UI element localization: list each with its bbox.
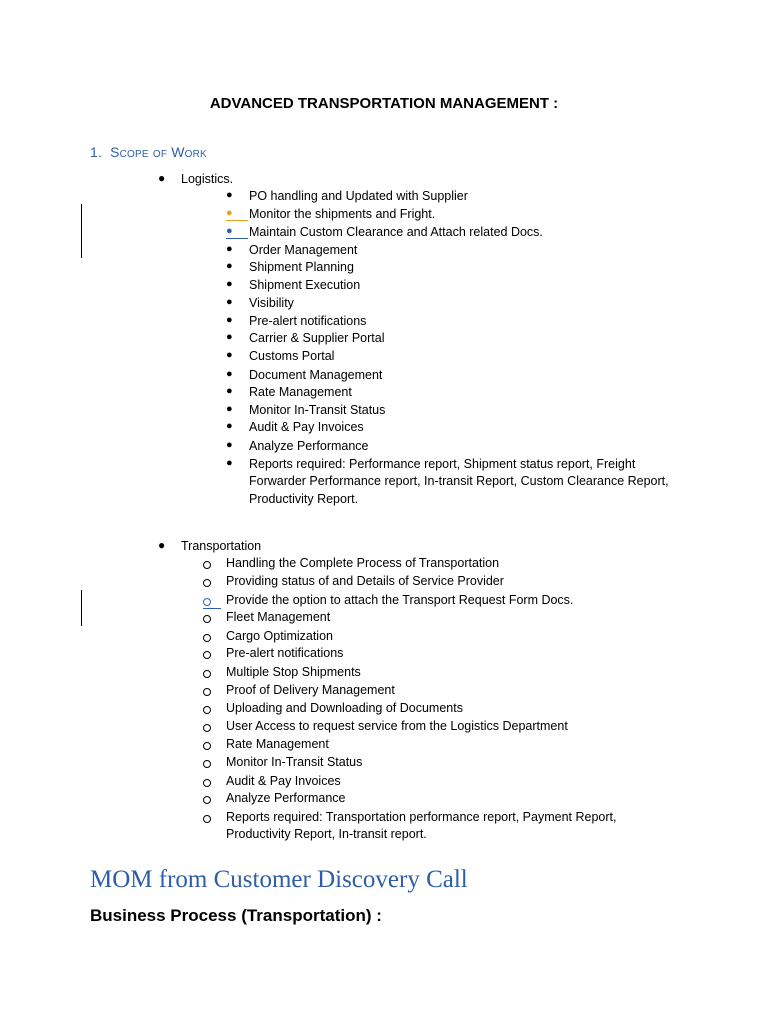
- circle-bullet-icon: [203, 815, 211, 823]
- bullet-icon: ●: [226, 278, 233, 290]
- circle-bullet-icon: [203, 598, 211, 606]
- revision-underline: [203, 608, 221, 609]
- circle-bullet-icon: [203, 706, 211, 714]
- list-item: PO handling and Updated with Supplier: [249, 189, 468, 203]
- list-item: Customs Portal: [249, 349, 335, 363]
- bullet-icon: ●: [226, 207, 233, 219]
- circle-bullet-icon: [203, 615, 211, 623]
- list-item: Proof of Delivery Management: [226, 683, 395, 697]
- list-item-continuation: Forwarder Performance report, In-transit Report, Custom Clearance Report,: [249, 474, 669, 488]
- bullet-icon: ●: [226, 331, 233, 343]
- revision-underline: [226, 220, 248, 221]
- circle-bullet-icon: [203, 796, 211, 804]
- list-item: Analyze Performance: [249, 439, 369, 453]
- circle-bullet-icon: [203, 634, 211, 642]
- list-item: Rate Management: [226, 737, 329, 751]
- section-label: Scope of Work: [110, 144, 207, 160]
- circle-bullet-icon: [203, 779, 211, 787]
- list-item: Document Management: [249, 368, 383, 382]
- bullet-icon: ●: [226, 439, 233, 451]
- mom-heading: MOM from Customer Discovery Call: [90, 866, 468, 893]
- list-item: Monitor In-Transit Status: [226, 755, 363, 769]
- list-item: Reports required: Transportation performance report, Payment Report,: [226, 810, 617, 824]
- bullet-icon: ●: [226, 243, 233, 255]
- document-title: ADVANCED TRANSPORTATION MANAGEMENT :: [209, 95, 559, 112]
- list-item: Shipment Execution: [249, 278, 361, 292]
- bullet-icon: ●: [226, 457, 233, 469]
- list-item: Carrier & Supplier Portal: [249, 331, 385, 345]
- bullet-icon: ●: [226, 368, 233, 380]
- list-item-continuation: Productivity Report.: [249, 492, 359, 506]
- logistics-label: Logistics.: [181, 172, 234, 186]
- list-item: Pre-alert notifications: [249, 314, 367, 328]
- bullet-icon: ●: [226, 420, 233, 432]
- list-item: Monitor In-Transit Status: [249, 403, 386, 417]
- list-item: Fleet Management: [226, 610, 331, 624]
- bullet-icon: ●: [226, 260, 233, 272]
- list-item: Cargo Optimization: [226, 629, 333, 643]
- list-item: Shipment Planning: [249, 260, 354, 274]
- list-item: Rate Management: [249, 385, 352, 399]
- bullet-icon: ●: [226, 314, 233, 326]
- bullet-icon: ●: [226, 189, 233, 201]
- bullet-icon: ●: [226, 385, 233, 397]
- list-item: Maintain Custom Clearance and Attach related Docs.: [249, 225, 543, 239]
- list-item: Handling the Complete Process of Transportation: [226, 556, 500, 570]
- list-item: Provide the option to attach the Transport Request Form Docs.: [226, 593, 574, 607]
- circle-bullet-icon: [203, 760, 211, 768]
- list-item: Multiple Stop Shipments: [226, 665, 361, 679]
- circle-bullet-icon: [203, 651, 211, 659]
- list-item: Uploading and Downloading of Documents: [226, 701, 463, 715]
- list-item: Pre-alert notifications: [226, 646, 344, 660]
- circle-bullet-icon: [203, 561, 211, 569]
- bullet-icon: ●: [158, 171, 166, 185]
- list-item: Providing status of and Details of Service Provider: [226, 574, 504, 588]
- list-item: Monitor the shipments and Fright.: [249, 207, 436, 221]
- bullet-icon: ●: [226, 349, 233, 361]
- list-item: Audit & Pay Invoices: [249, 420, 364, 434]
- list-item: Order Management: [249, 243, 358, 257]
- circle-bullet-icon: [203, 579, 211, 587]
- section-number: 1.: [90, 144, 103, 160]
- circle-bullet-icon: [203, 670, 211, 678]
- bullet-icon: ●: [226, 296, 233, 308]
- circle-bullet-icon: [203, 688, 211, 696]
- transportation-label: Transportation: [181, 539, 262, 553]
- bullet-icon: ●: [226, 403, 233, 415]
- list-item: User Access to request service from the Logistics Department: [226, 719, 568, 733]
- list-item: Audit & Pay Invoices: [226, 774, 341, 788]
- circle-bullet-icon: [203, 724, 211, 732]
- business-process-heading: Business Process (Transportation) :: [90, 906, 382, 925]
- section-heading-scope: [90, 144, 207, 160]
- revision-underline: [226, 238, 248, 239]
- change-bar: [81, 204, 82, 258]
- bullet-icon: ●: [158, 538, 166, 552]
- list-item: Visibility: [249, 296, 294, 310]
- circle-bullet-icon: [203, 742, 211, 750]
- bullet-icon: ●: [226, 225, 233, 237]
- list-item-continuation: Productivity Report, In-transit report.: [226, 827, 427, 841]
- list-item: Analyze Performance: [226, 791, 346, 805]
- change-bar: [81, 590, 82, 626]
- list-item: Reports required: Performance report, Shipment status report, Freight: [249, 457, 636, 471]
